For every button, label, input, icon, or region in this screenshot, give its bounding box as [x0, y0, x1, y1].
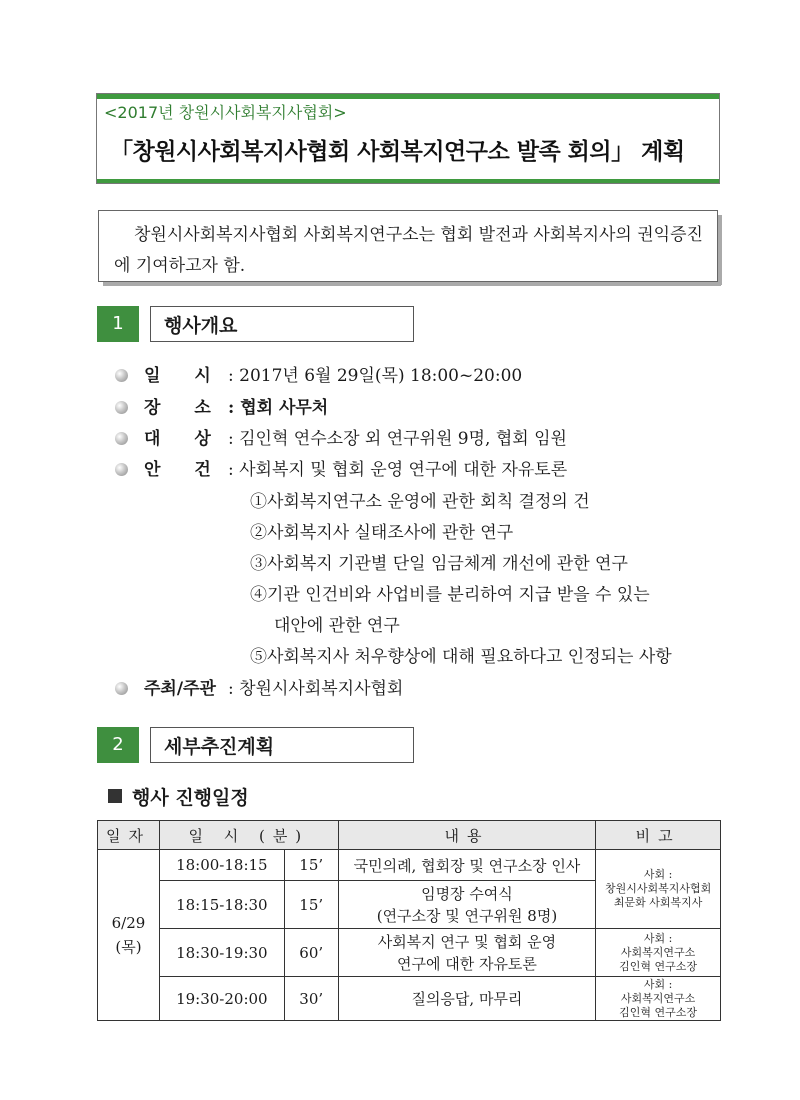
agenda-item-continued: 대안에 관한 연구 — [274, 616, 400, 636]
date-cell: 6/29 (목) — [98, 850, 160, 1021]
note-cell: 사회 : 창원시사회복지사협회 최문화 사회복지사 — [596, 850, 721, 929]
table-row — [98, 929, 721, 977]
minutes-cell: 15’ — [284, 850, 338, 881]
table-row — [98, 850, 721, 881]
section-1-number: 1 — [97, 306, 139, 342]
content-cell: 국민의례, 협회장 및 연구소장 인사 — [338, 850, 595, 881]
organization-label: <2017년 창원시사회복지사협회> — [104, 103, 347, 122]
agenda-item: ④기관 인건비와 사업비를 분리하여 지급 받을 수 있는 — [250, 585, 650, 605]
item-label-target: 대 상 — [144, 429, 211, 449]
schedule-heading: 행사 진행일정 — [108, 783, 249, 810]
section-2-title: 세부추진계획 — [164, 736, 275, 758]
section-1-title: 행사개요 — [164, 315, 238, 337]
header-date: 일자 — [98, 821, 160, 850]
item-label-agenda: 안 건 — [144, 460, 211, 480]
header-time: 일 시 (분) — [159, 821, 338, 850]
square-bullet-icon — [108, 789, 122, 803]
table-header-row — [98, 821, 721, 850]
note-cell: 사회 : 사회복지연구소 김인혁 연구소장 — [596, 929, 721, 977]
agenda-item: ①사회복지연구소 운영에 관한 회칙 결정의 건 — [250, 492, 590, 512]
item-value-host: : 창원시사회복지사협회 — [228, 679, 404, 699]
time-cell: 18:30-19:30 — [159, 929, 284, 977]
item-label-place: 장 소 — [144, 398, 211, 418]
note-cell: 사회 : 사회복지연구소 김인혁 연구소장 — [596, 977, 721, 1021]
item-value-agenda: : 사회복지 및 협회 운영 연구에 대한 자유토론 — [228, 460, 568, 480]
document-title: 「창원시사회복지사협회 사회복지연구소 발족 회의」 계획 — [110, 139, 685, 165]
content-cell: 임명장 수여식 (연구소장 및 연구위원 8명) — [338, 881, 595, 929]
content-cell: 사회복지 연구 및 협회 운영 연구에 대한 자유토론 — [338, 929, 595, 977]
bullet-icon — [115, 369, 128, 382]
agenda-item: ②사회복지사 실태조사에 관한 연구 — [250, 523, 514, 543]
time-cell: 19:30-20:00 — [159, 977, 284, 1021]
schedule-table — [97, 820, 721, 1021]
title-box-top-bar — [97, 94, 719, 99]
title-box-bottom-bar — [97, 179, 719, 183]
header-content: 내용 — [338, 821, 595, 850]
bullet-icon — [115, 463, 128, 476]
purpose-text: 창원시사회복지사협회 사회복지연구소는 협회 발전과 사회복지사의 권익증진에 기여하고자 함. — [114, 225, 703, 276]
content-cell: 질의응답, 마무리 — [338, 977, 595, 1021]
agenda-item: ⑤사회복지사 처우향상에 대해 필요하다고 인정되는 사항 — [250, 647, 672, 667]
bullet-icon — [115, 682, 128, 695]
minutes-cell: 60’ — [284, 929, 338, 977]
item-value-place: : 협회 사무처 — [228, 398, 329, 418]
bullet-icon — [115, 432, 128, 445]
table-row — [98, 977, 721, 1021]
minutes-cell: 30’ — [284, 977, 338, 1021]
bullet-icon — [115, 401, 128, 414]
agenda-item: ③사회복지 기관별 단일 임금체계 개선에 관한 연구 — [250, 554, 628, 574]
item-label-datetime: 일 시 — [144, 366, 211, 386]
header-note: 비고 — [596, 821, 721, 850]
item-value-target: : 김인혁 연수소장 외 연구위원 9명, 협회 임원 — [228, 429, 567, 449]
time-cell: 18:15-18:30 — [159, 881, 284, 929]
item-value-datetime: : 2017년 6월 29일(목) 18:00~20:00 — [228, 366, 523, 386]
minutes-cell: 15’ — [284, 881, 338, 929]
item-label-host: 주최/주관 — [144, 679, 216, 699]
section-2-number: 2 — [97, 727, 139, 763]
time-cell: 18:00-18:15 — [159, 850, 284, 881]
